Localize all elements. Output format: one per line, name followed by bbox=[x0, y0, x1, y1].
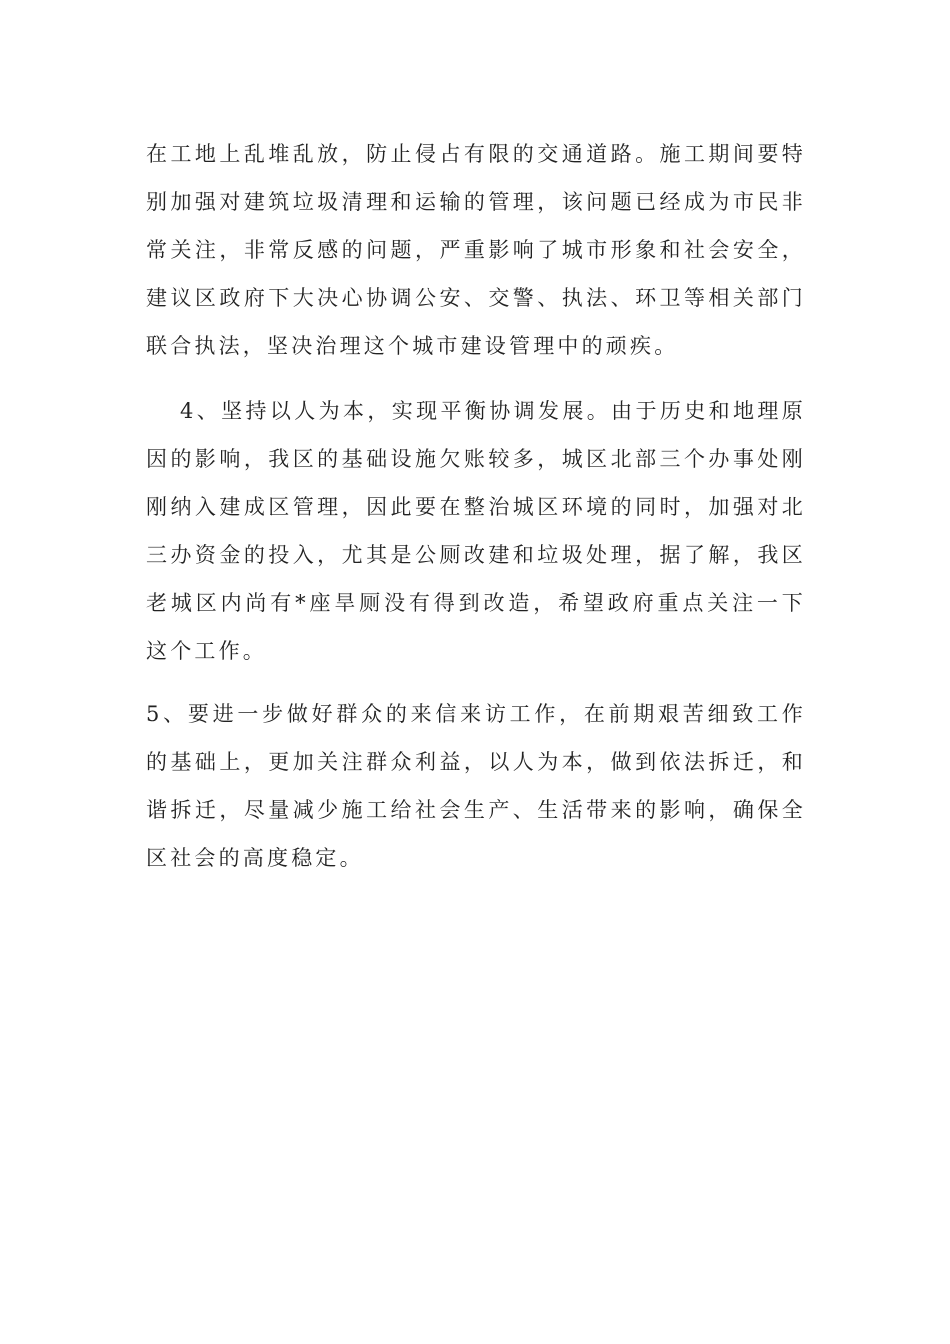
document-body bbox=[146, 130, 806, 882]
paragraph-item-4-people-oriented: 4、坚持以人为本，实现平衡协调发展。由于历史和地理原因的影响，我区的基础设施欠账较多，城区北部三个办事处刚刚纳入建成区管理，因此要在整治城区环境的同时，加强对北三办资金的投入，尤其是公厕改建和垃圾处理，据了解，我区老城区内尚有*座旱厕没有得到改造，希望政府重点关注一下这个工作。 bbox=[146, 399, 806, 663]
paragraph-construction-waste: 在工地上乱堆乱放，防止侵占有限的交通道路。施工期间要特别加强对建筑垃圾清理和运输的管理，该问题已经成为市民非常关注，非常反感的问题，严重影响了城市形象和社会安全，建议区政府下大决心协调公安、交警、执法、环卫等相关部门联合执法，坚决治理这个城市建设管理中的顽疾。 bbox=[146, 142, 806, 358]
paragraph-item-5-petitions: 5、要进一步做好群众的来信来访工作，在前期艰苦细致工作的基础上，更加关注群众利益，以人为本，做到依法拆迁，和谐拆迁，尽量减少施工给社会生产、生活带来的影响，确保全区社会的高度稳定。 bbox=[146, 702, 806, 870]
